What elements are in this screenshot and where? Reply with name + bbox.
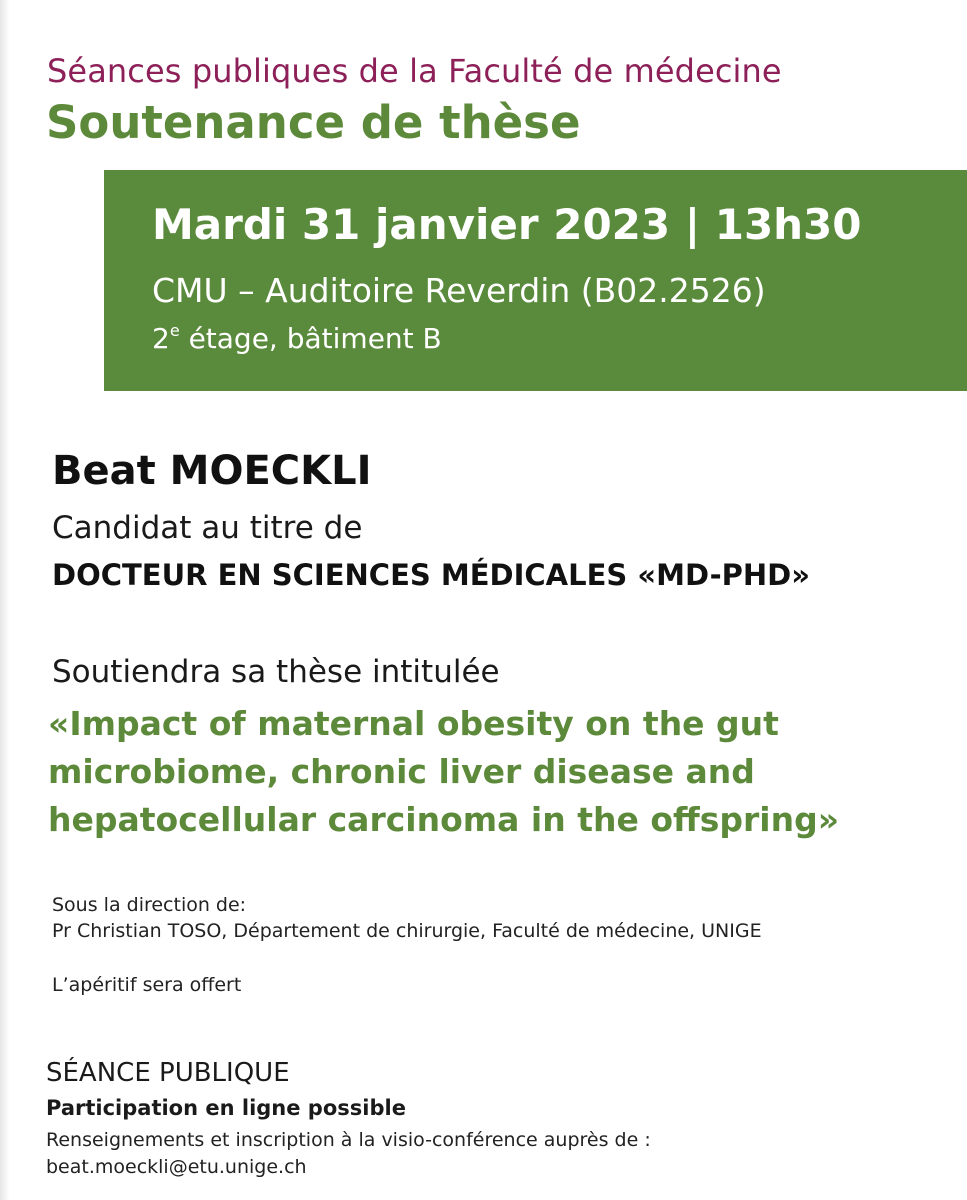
- floor-number: 2: [152, 322, 170, 355]
- thesis-title: «Impact of maternal obesity on the gut microbiome, chronic liver disease and hepatocellular carcinoma in the offspring»: [48, 704, 840, 839]
- direction-label: Sous la direction de:: [52, 894, 247, 916]
- floor-superscript: e: [169, 321, 180, 340]
- registration-info: Renseignements et inscription à la visio-conférence auprès de :: [46, 1129, 651, 1151]
- aperitif-note: L’apéritif sera offert: [52, 974, 242, 996]
- page-title: Soutenance de thèse: [46, 96, 581, 149]
- floor-text: étage, bâtiment B: [179, 322, 442, 355]
- candidate-name: Beat MOECKLI: [52, 448, 372, 494]
- thesis-intro: Soutiendra sa thèse intitulée: [52, 654, 500, 690]
- online-participation: Participation en ligne possible: [46, 1096, 406, 1120]
- series-kicker: Séances publiques de la Faculté de médecine: [47, 52, 782, 90]
- direction-supervisor: Pr Christian TOSO, Département de chirurgie, Faculté de médecine, UNIGE: [52, 920, 762, 942]
- event-location: CMU – Auditoire Reverdin (B02.2526): [152, 271, 766, 310]
- candidate-title-intro: Candidat au titre de: [52, 510, 363, 546]
- event-banner: [104, 170, 967, 391]
- event-date-time: Mardi 31 janvier 2023 | 13h30: [152, 200, 862, 249]
- public-session-label: SÉANCE PUBLIQUE: [46, 1058, 290, 1088]
- event-floor: [152, 321, 442, 355]
- page-edge-shadow: [0, 0, 10, 1200]
- thesis-direction: [52, 892, 762, 944]
- degree-title: DOCTEUR EN SCIENCES MÉDICALES «MD-PHD»: [52, 558, 810, 592]
- contact-email[interactable]: beat.moeckli@etu.unige.ch: [46, 1156, 307, 1178]
